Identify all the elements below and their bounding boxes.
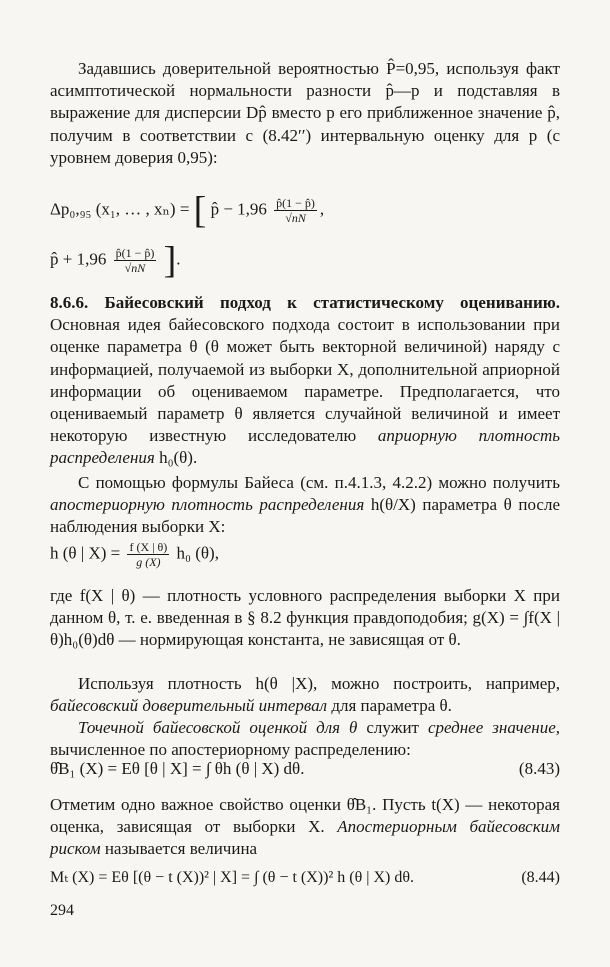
eq2-frac-num: f (X | θ) [129,540,168,554]
paragraph-interval [50,673,560,717]
eq3-number: (8.43) [518,759,560,778]
eq2-rhs: h₀ (θ), [176,543,219,563]
section-heading: 8.6.6. Байесовский подход к статистическому оцениванию. [50,293,560,312]
eq1-term-b: p̂ + 1,96 [50,249,107,269]
p5-emphasis: байесовский доверительный интервал [50,696,328,716]
eq1-lhs: Δp₀,₉₅ (x₁, … , xₙ) = [50,199,190,219]
eq2-fraction [127,540,169,569]
eq1-frac-den: √nN [285,211,306,225]
right-bracket: ] [163,239,177,282]
p5-start: Используя плотность h(θ |X), можно построить, например, [78,674,560,693]
eq1-frac2-den: √nN [124,261,146,275]
page-number: 294 [50,902,74,919]
p6-emphasis-1: Точечной байесовской оценкой для θ [78,718,358,737]
p6-emphasis-2: среднее значение [427,718,556,737]
p6-end: , вычисленное по апостериорному распределению: [50,718,561,760]
eq1-comma: , [319,199,325,219]
eq2-frac-den: g (X) [136,555,161,569]
equation-interval-line1 [50,189,560,232]
p5-end: для параметра θ. [331,696,452,716]
p6-mid: служит [366,718,419,737]
paragraph-posterior [50,472,560,539]
equation-8-44 [50,866,560,890]
p2-body: Основная идея байесовского подхода состоит в использовании при оценке параметра θ (θ может быть векторной величиной) наряду с информацией, получаемой из выборки X, дополнительной априорной информации об оцениваемом параметре. Предполагается, что оцениваемый параметр θ является случайной величиной и имеет некоторую известную исследователю [50,315,560,446]
equation-interval-line2: p̂ + 1,96 $\frac{p̂(1 - p̂)}{√nN}$ ]. [50,239,181,282]
p7-emphasis: Апостериорным байесовским риском [50,817,560,859]
paragraph-intro: Задавшись доверительной вероятностью P̂=0,95, используя факт асимптотической нормальности разности p̂—p и подставляя в выражение для дисперсии Dp̂ вместо p его приближенное значение p̂, получим в соответствии с (8.42′′) интервальную оценку для p (с уровнем доверия 0,95): [50,59,560,167]
eq1-frac-num: p̂(1 − p̂) [276,196,315,210]
p3-start: С помощью формулы Байеса (см. п.4.1.3, 4.2.2) можно получить [78,473,560,492]
p3-emphasis: апостериорную плотность распределения [50,495,365,515]
eq4-body: Mₜ (X) = Eθ [(θ − t (X))² | X] = ∫ (θ − t (X))² h (θ | X) dθ. [50,869,414,886]
equation-bayes [50,540,560,569]
eq1-term-a: p̂ − 1,96 [210,199,267,219]
p2-end: h₀(θ). [159,448,198,468]
p3-end: h(θ/X) параметра θ после наблюдения выборки X: [50,495,560,537]
eq1-fraction-2 [114,246,157,275]
eq2-lhs: h (θ | X) = [50,543,121,563]
p2-emphasis: априорную плотность распределения [50,426,561,468]
eq1-fraction [274,196,317,225]
eq3-body: θ̂B₁ (X) = Eθ [θ | X] = ∫ θh (θ | X) dθ. [50,759,305,778]
eq1-frac2-num: p̂(1 − p̂) [115,246,155,260]
p7-start: Отметим одно важное свойство оценки θ̂B₁. Пусть t(X) — некоторая оценка, зависящая от выборки X. [50,795,560,837]
paragraph-bayes-intro [50,292,560,470]
equation-8-43 [50,757,560,781]
paragraph-risk [50,794,560,861]
p7-end: называется величина [104,839,258,859]
paragraph-likelihood: где f(X | θ) — плотность условного распределения выборки X при данном θ, т. е. введенная в § 8.2 функция правдоподобия; g(X) = ∫f(X | θ)h₀(θ)dθ — нормирующая константа, не зависящая от θ. [50,586,560,650]
paragraph-point-estimate [50,717,560,761]
left-bracket: [ [193,189,207,232]
eq4-number: (8.44) [521,869,560,886]
